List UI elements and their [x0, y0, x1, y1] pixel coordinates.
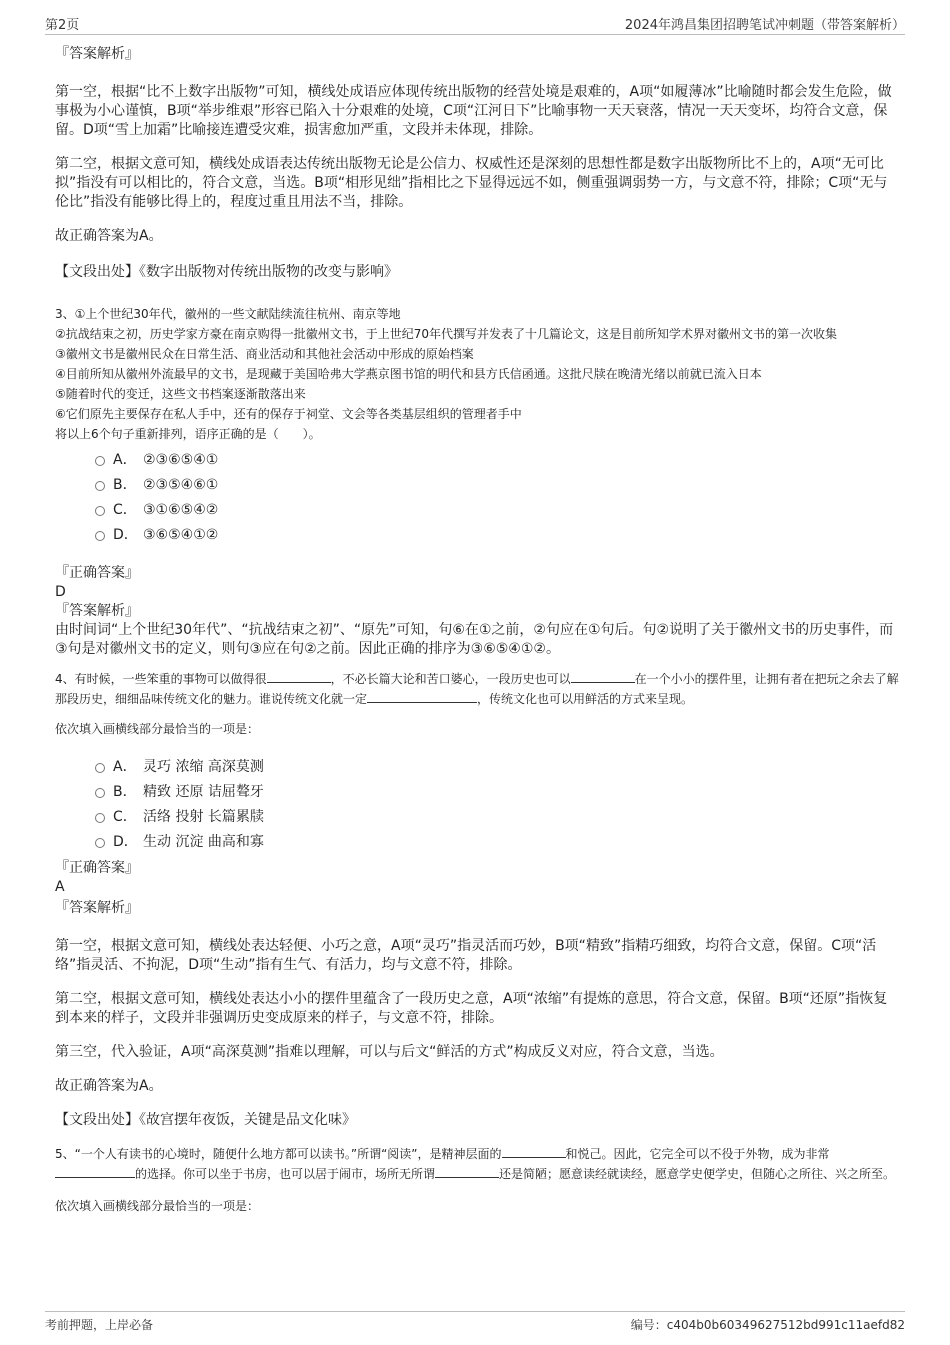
option-b[interactable]: B． 精致 还原 诘屈聱牙 — [55, 780, 900, 805]
conclusion: 故正确答案为A。 — [55, 1078, 163, 1094]
radio-icon[interactable] — [95, 788, 105, 798]
analysis-label: 『答案解析』 — [55, 46, 139, 62]
radio-icon[interactable] — [95, 531, 105, 541]
document-title: 2024年鸿昌集团招聘笔试冲刺题（带答案解析） — [624, 18, 905, 33]
radio-icon[interactable] — [95, 456, 105, 466]
question-3 — [55, 304, 900, 659]
option-c[interactable]: C． 活络 投射 长篇累牍 — [55, 805, 900, 830]
answer-value: D — [55, 584, 66, 600]
radio-icon[interactable] — [95, 506, 105, 516]
analysis-label: 『答案解析』 — [55, 900, 139, 916]
question-line: 3、①上个世纪30年代，徽州的一些文献陆续流往杭州、南京等地 — [55, 307, 401, 321]
source-line — [55, 1111, 900, 1130]
option-d[interactable]: D． ③⑥⑤④①② — [55, 523, 900, 548]
question-4 — [55, 669, 900, 1130]
q2-analysis — [55, 45, 900, 282]
options — [55, 448, 900, 548]
document-body — [55, 43, 900, 1216]
question-prompt: 依次填入画横线部分最恰当的一项是： — [55, 1199, 260, 1213]
analysis-label: 『答案解析』 — [55, 603, 139, 619]
question-stem: 5、“一个人有读书的心境时，随便什么地方都可以读书。”所谓“阅读”，是精神层面的 和悦己。因此，它完全可以不役于外物，成为非常的选择。你可以坐于书房，也可以居于闹市，场所无所谓 还是简陋；愿意读经就读经，愿意学史便学史，但随心之所往、兴之所至。 — [55, 1147, 896, 1181]
fill-blank — [367, 690, 477, 703]
analysis-paragraph: 第二空，根据文意可知，横线处成语表达传统出版物无论是公信力、权威性还是深刻的思想性都是数字出版物所比不上的，A项“无可比拟”指没有可以相比的，符合文意，当选。B项“相形见绌”指相比之下显得远远不如，侧重强调弱势一方，与文意不符，排除；C项“无与伦比”指没有能够比得上的，程度过重且用法不当，排除。 — [55, 156, 888, 210]
option-d[interactable]: D． 生动 沉淀 曲高和寡 — [55, 830, 900, 855]
analysis-paragraph: 第一空，根据“比不上数字出版物”可知，横线处成语应体现传统出版物的经营处境是艰难的，A项“如履薄冰”比喻随时都会发生危险，做事极为小心谨慎，B项“举步维艰”形容已陷入十分艰难的处境，C项“江河日下”比喻事物一天天衰落，情况一天天变坏，均符合文意，保留。D项“雪上加霜”比喻接连遭受灾难，损害愈加严重，文段并未体现，排除。 — [55, 84, 892, 138]
option-a[interactable]: A． ②③⑥⑤④① — [55, 448, 900, 473]
page-footer — [45, 1311, 905, 1334]
option-c[interactable]: C． ③①⑥⑤④② — [55, 498, 900, 523]
question-line: ③徽州文书是徽州民众在日常生活、商业活动和其他社会活动中形成的原始档案 — [55, 347, 474, 361]
answer-label: 『正确答案』 — [55, 565, 139, 581]
fill-blank — [267, 670, 331, 683]
radio-icon[interactable] — [95, 481, 105, 491]
document-code: 编号：c404b0b60349627512bd991c11aefd82 — [630, 1318, 905, 1332]
analysis-paragraph: 由时间词“上个世纪30年代”、“抗战结束之初”、“原先”可知，句⑥在①之前，②句应在①句后。句②说明了关于徽州文书的历史事件，而③句是对徽州文书的定义，则句③应在句②之前。因此正确的排序为③⑥⑤④①②。 — [55, 622, 894, 657]
answer-label: 『正确答案』 — [55, 860, 139, 876]
answer-value: A — [55, 879, 65, 895]
fill-blank — [435, 1165, 499, 1178]
fill-blank — [571, 670, 635, 683]
question-prompt: 将以上6个句子重新排列，语序正确的是（ ）。 — [55, 427, 321, 441]
question-line: ②抗战结束之初，历史学家方豪在南京购得一批徽州文书，于上世纪70年代撰写并发表了十几篇论文，这是目前所知学术界对徽州文书的第一次收集 — [55, 327, 838, 341]
conclusion: 故正确答案为A。 — [55, 228, 163, 244]
options — [55, 755, 900, 855]
question-stem: 4、有时候，一些笨重的事物可以做得很 ，不必长篇大论和苦口婆心，一段历史也可以 在一个小小的摆件里，让拥有者在把玩之余去了解那段历史，细细品味传统文化的魅力。谁说传统文化就一定 ，传统文化也可以用鲜活的方式来呈现。 — [55, 672, 899, 706]
source-text: 《故宫摆年夜饭，关键是品文化味》 — [139, 1112, 356, 1128]
source-label: 【文段出处】 — [55, 1112, 139, 1128]
source-label: 【文段出处】 — [55, 264, 139, 280]
question-line: ⑥它们原先主要保存在私人手中，还有的保存于祠堂、文会等各类基层组织的管理者手中 — [55, 407, 522, 421]
radio-icon[interactable] — [95, 763, 105, 773]
analysis-paragraph: 第二空，根据文意可知，横线处表达小小的摆件里蕴含了一段历史之意，A项“浓缩”有提炼的意思，符合文意，保留。B项“还原”指恢复到本来的样子，文段并非强调历史变成原来的样子，与文意不符，排除。 — [55, 991, 888, 1026]
analysis-paragraph: 第一空，根据文意可知，横线处表达轻便、小巧之意，A项“灵巧”指灵活而巧妙，B项“精致”指精巧细致，均符合文意，保留。C项“活络”指灵活、不拘泥，D项“生动”指有生气、有活力，均与文意不符，排除。 — [55, 938, 877, 973]
question-line: ④目前所知从徽州外流最早的文书，是现藏于美国哈弗大学燕京图书馆的明代和县方氏信函通。这批尺牍在晚清光绪以前就已流入日本 — [55, 367, 762, 381]
footer-slogan: 考前押题，上岸必备 — [45, 1318, 154, 1332]
question-5 — [55, 1144, 900, 1216]
source-text: 《数字出版物对传统出版物的改变与影响》 — [139, 264, 398, 280]
question-line: ⑤随着时代的变迁，这些文书档案逐渐散落出来 — [55, 387, 306, 401]
page-number: 第2页 — [45, 18, 80, 33]
source-line — [55, 263, 900, 282]
question-prompt: 依次填入画横线部分最恰当的一项是： — [55, 722, 260, 736]
fill-blank — [502, 1145, 566, 1158]
fill-blank — [55, 1165, 135, 1178]
option-b[interactable]: B． ②③⑤④⑥① — [55, 473, 900, 498]
option-a[interactable]: A． 灵巧 浓缩 高深莫测 — [55, 755, 900, 780]
radio-icon[interactable] — [95, 813, 105, 823]
radio-icon[interactable] — [95, 838, 105, 848]
page-header — [45, 12, 905, 35]
analysis-paragraph: 第三空，代入验证，A项“高深莫测”指难以理解，可以与后文“鲜活的方式”构成反义对应，符合文意，当选。 — [55, 1044, 724, 1060]
